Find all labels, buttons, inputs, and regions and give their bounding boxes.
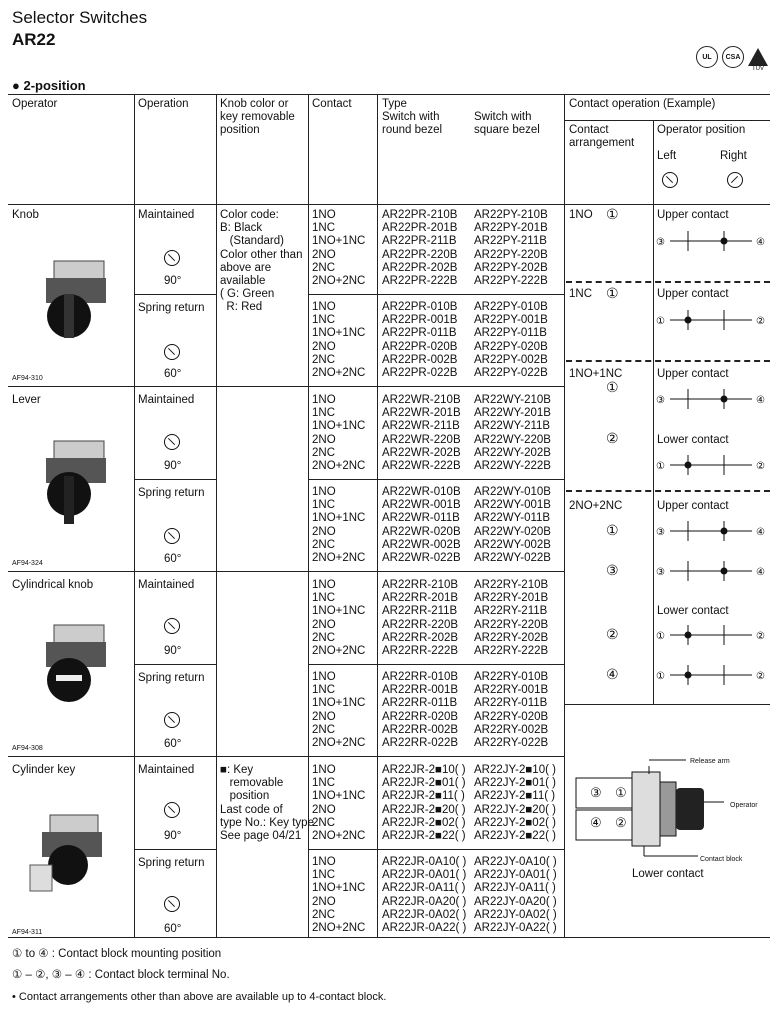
operator-cyl-key: Cylinder key — [12, 764, 76, 776]
cyl-knob-switch-photo — [34, 620, 114, 710]
op-spring: Spring return — [138, 672, 205, 684]
footnote-2: ① – ②, ③ – ④ : Contact block terminal No. — [12, 969, 230, 981]
contact-list: 1NO 1NC 1NO+1NC 2NO 2NC 2NO+2NC — [312, 579, 366, 658]
rotation-icon — [164, 528, 180, 544]
photo-id: AF94-308 — [12, 745, 43, 752]
block-pos-1: ① — [615, 785, 627, 800]
svg-text:④: ④ — [756, 527, 765, 538]
upper-contact: Upper contact — [657, 209, 729, 221]
svg-text:②: ② — [756, 671, 765, 682]
angle: 90° — [164, 460, 182, 472]
pos-2: ② — [606, 430, 619, 446]
op-spring: Spring return — [138, 857, 205, 869]
type-round: AR22JR-2■10( ) AR22JR-2■01( ) AR22JR-2■11( ) AR22JR-2■20( ) AR22JR-2■02( ) AR22JR-2■22( ) — [382, 764, 466, 843]
contact-list: 1NO 1NC 1NO+1NC 2NO 2NC 2NO+2NC — [312, 486, 366, 565]
type-square: AR22WY-210B AR22WY-201B AR22WY-211B AR22WY-220B AR22WY-202B AR22WY-222B — [474, 394, 551, 473]
photo-id: AF94-310 — [12, 375, 43, 382]
rotation-icon — [164, 712, 180, 728]
contact-list: 1NO 1NC 1NO+1NC 2NO 2NC 2NO+2NC — [312, 394, 366, 473]
rotation-icon — [164, 618, 180, 634]
type-round: AR22RR-010B AR22RR-001B AR22RR-011B AR22RR-020B AR22RR-002B AR22RR-022B — [382, 671, 459, 750]
knob-switch-photo — [34, 256, 114, 346]
header-op-pos: Operator position — [657, 124, 746, 136]
type-square: AR22RY-210B AR22RY-201B AR22RY-211B AR22RY-220B AR22RY-202B AR22RY-222B — [474, 579, 549, 658]
rotation-icon — [164, 896, 180, 912]
svg-text:①: ① — [656, 316, 665, 327]
arr-1no1nc: 1NO+1NC — [569, 368, 623, 380]
lever-switch-photo — [34, 436, 114, 526]
header-type: Type — [382, 98, 407, 110]
csa-mark-icon: CSA — [722, 46, 744, 68]
section-title: ● 2-position — [12, 78, 86, 93]
left-position-icon — [662, 172, 678, 188]
op-maintained: Maintained — [138, 764, 195, 776]
type-round: AR22WR-010B AR22WR-001B AR22WR-011B AR22WR-020B AR22WR-002B AR22WR-022B — [382, 486, 461, 565]
type-round: AR22JR-0A10( ) AR22JR-0A01( ) AR22JR-0A11( ) AR22JR-0A20( ) AR22JR-0A02( ) AR22JR-0A22( ) — [382, 856, 467, 935]
operator-lever: Lever — [12, 394, 41, 406]
header-knob: Knob color or key removable position — [220, 98, 295, 137]
op-spring: Spring return — [138, 302, 205, 314]
lower-contact: Lower contact — [657, 434, 729, 446]
photo-id: AF94-311 — [12, 929, 43, 936]
release-arm-label: Release arm — [690, 758, 730, 765]
type-square: AR22JY-2■10( ) AR22JY-2■01( ) AR22JY-2■11( ) AR22JY-2■20( ) AR22JY-2■02( ) AR22JY-2■22( ) — [474, 764, 556, 843]
svg-text:①: ① — [656, 671, 665, 682]
operator-knob: Knob — [12, 209, 39, 221]
block-pos-3: ③ — [590, 785, 602, 800]
angle: 60° — [164, 553, 182, 565]
pos-1: ① — [606, 379, 619, 395]
type-square: AR22RY-010B AR22RY-001B AR22RY-011B AR22RY-020B AR22RY-002B AR22RY-022B — [474, 671, 549, 750]
svg-text:②: ② — [756, 461, 765, 472]
upper-contact: Upper contact — [657, 500, 729, 512]
contact-list: 1NO 1NC 1NO+1NC 2NO 2NC 2NO+2NC — [312, 301, 366, 380]
operator-cyl-knob: Cylindrical knob — [12, 579, 94, 591]
rotation-icon — [164, 434, 180, 450]
type-square: AR22PY-010B AR22PY-001B AR22PY-011B AR22PY-020B AR22PY-002B AR22PY-022B — [474, 301, 548, 380]
svg-text:①: ① — [656, 461, 665, 472]
svg-text:③: ③ — [656, 527, 665, 538]
svg-text:②: ② — [756, 631, 765, 642]
svg-text:③: ③ — [656, 395, 665, 406]
svg-text:④: ④ — [756, 567, 765, 578]
key-position-note: ■: Key removable position Last code of type No.: Key type See page 04/21 — [220, 764, 314, 843]
header-contact-op: Contact operation (Example) — [569, 98, 716, 110]
svg-text:①: ① — [656, 631, 665, 642]
pos-1: ① — [606, 522, 619, 538]
type-square: AR22PY-210B AR22PY-201B AR22PY-211B AR22PY-220B AR22PY-202B AR22PY-222B — [474, 209, 548, 288]
header-round: Switch with round bezel — [382, 111, 443, 137]
lower-contact: Lower contact — [657, 605, 729, 617]
contact-list: 1NO 1NC 1NO+1NC 2NO 2NC 2NO+2NC — [312, 764, 366, 843]
svg-text:④: ④ — [756, 237, 765, 248]
type-round: AR22RR-210B AR22RR-201B AR22RR-211B AR22RR-220B AR22RR-202B AR22RR-222B — [382, 579, 459, 658]
contact-diagram-no — [656, 389, 766, 409]
type-square: AR22WY-010B AR22WY-001B AR22WY-011B AR22WY-020B AR22WY-002B AR22WY-022B — [474, 486, 551, 565]
svg-text:④: ④ — [756, 395, 765, 406]
svg-text:②: ② — [756, 316, 765, 327]
op-maintained: Maintained — [138, 209, 195, 221]
right-position-icon — [727, 172, 743, 188]
type-square: AR22JY-0A10( ) AR22JY-0A01( ) AR22JY-0A11( ) AR22JY-0A20( ) AR22JY-0A02( ) AR22JY-0A22( ) — [474, 856, 557, 935]
angle: 90° — [164, 275, 182, 287]
arr-2no2nc: 2NO+2NC — [569, 500, 623, 512]
block-pos-2: ② — [615, 815, 627, 830]
contact-list: 1NO 1NC 1NO+1NC 2NO 2NC 2NO+2NC — [312, 209, 366, 288]
contact-diagram-no — [656, 561, 766, 581]
ul-mark-icon: UL — [696, 46, 718, 68]
rotation-icon — [164, 802, 180, 818]
arr-1nc: 1NC — [569, 288, 593, 300]
lower-contact-caption: Lower contact — [632, 868, 704, 880]
angle: 90° — [164, 830, 182, 842]
contact-list: 1NO 1NC 1NO+1NC 2NO 2NC 2NO+2NC — [312, 856, 366, 935]
header-contact-arr: Contact arrangement — [569, 124, 635, 150]
footnote-1: ① to ④ : Contact block mounting position — [12, 948, 222, 960]
arr-1no: 1NO — [569, 209, 593, 221]
tuv-mark-icon: TÜV — [748, 46, 768, 72]
contact-diagram-nc — [656, 455, 766, 475]
header-operation: Operation — [138, 98, 189, 110]
color-code-note: Color code: B: Black (Standard) Color other than above are available ( G: Green R: Red — [220, 209, 303, 314]
op-maintained: Maintained — [138, 394, 195, 406]
pos-2: ② — [606, 626, 619, 642]
upper-contact: Upper contact — [657, 288, 729, 300]
rotation-icon — [164, 250, 180, 266]
header-contact: Contact — [312, 98, 352, 110]
contact-diagram-nc — [656, 625, 766, 645]
op-maintained: Maintained — [138, 579, 195, 591]
model-name: AR22 — [12, 30, 56, 49]
op-spring: Spring return — [138, 487, 205, 499]
type-round: AR22PR-210B AR22PR-201B AR22PR-211B AR22PR-220B AR22PR-202B AR22PR-222B — [382, 209, 458, 288]
svg-text:③: ③ — [656, 567, 665, 578]
pos-1: ① — [606, 206, 619, 222]
cyl-key-switch-photo — [26, 810, 106, 900]
type-round: AR22PR-010B AR22PR-001B AR22PR-011B AR22PR-020B AR22PR-002B AR22PR-022B — [382, 301, 458, 380]
contact-diagram-no — [656, 231, 766, 251]
angle: 60° — [164, 368, 182, 380]
svg-text:③: ③ — [656, 237, 665, 248]
contact-diagram-no — [656, 521, 766, 541]
rotation-icon — [164, 344, 180, 360]
header-left: Left — [657, 150, 677, 162]
angle: 60° — [164, 923, 182, 935]
contact-diagram-nc — [656, 310, 766, 330]
contact-diagram-nc — [656, 665, 766, 685]
header-square: Switch with square bezel — [474, 111, 540, 137]
operator-label: Operator — [730, 802, 758, 809]
block-pos-4: ④ — [590, 815, 602, 830]
pos-1: ① — [606, 285, 619, 301]
type-round: AR22WR-210B AR22WR-201B AR22WR-211B AR22WR-220B AR22WR-202B AR22WR-222B — [382, 394, 461, 473]
angle: 60° — [164, 738, 182, 750]
cert-marks — [696, 46, 768, 72]
contact-list: 1NO 1NC 1NO+1NC 2NO 2NC 2NO+2NC — [312, 671, 366, 750]
header-operator: Operator — [12, 98, 58, 110]
upper-contact: Upper contact — [657, 368, 729, 380]
contact-block-label: Contact block — [700, 856, 743, 863]
page-title: Selector Switches — [12, 8, 148, 27]
pos-4: ④ — [606, 666, 619, 682]
angle: 90° — [164, 645, 182, 657]
pos-3: ③ — [606, 562, 619, 578]
photo-id: AF94-324 — [12, 560, 43, 567]
footnote-3: • Contact arrangements other than above are available up to 4-contact block. — [12, 991, 387, 1003]
header-right: Right — [720, 150, 747, 162]
